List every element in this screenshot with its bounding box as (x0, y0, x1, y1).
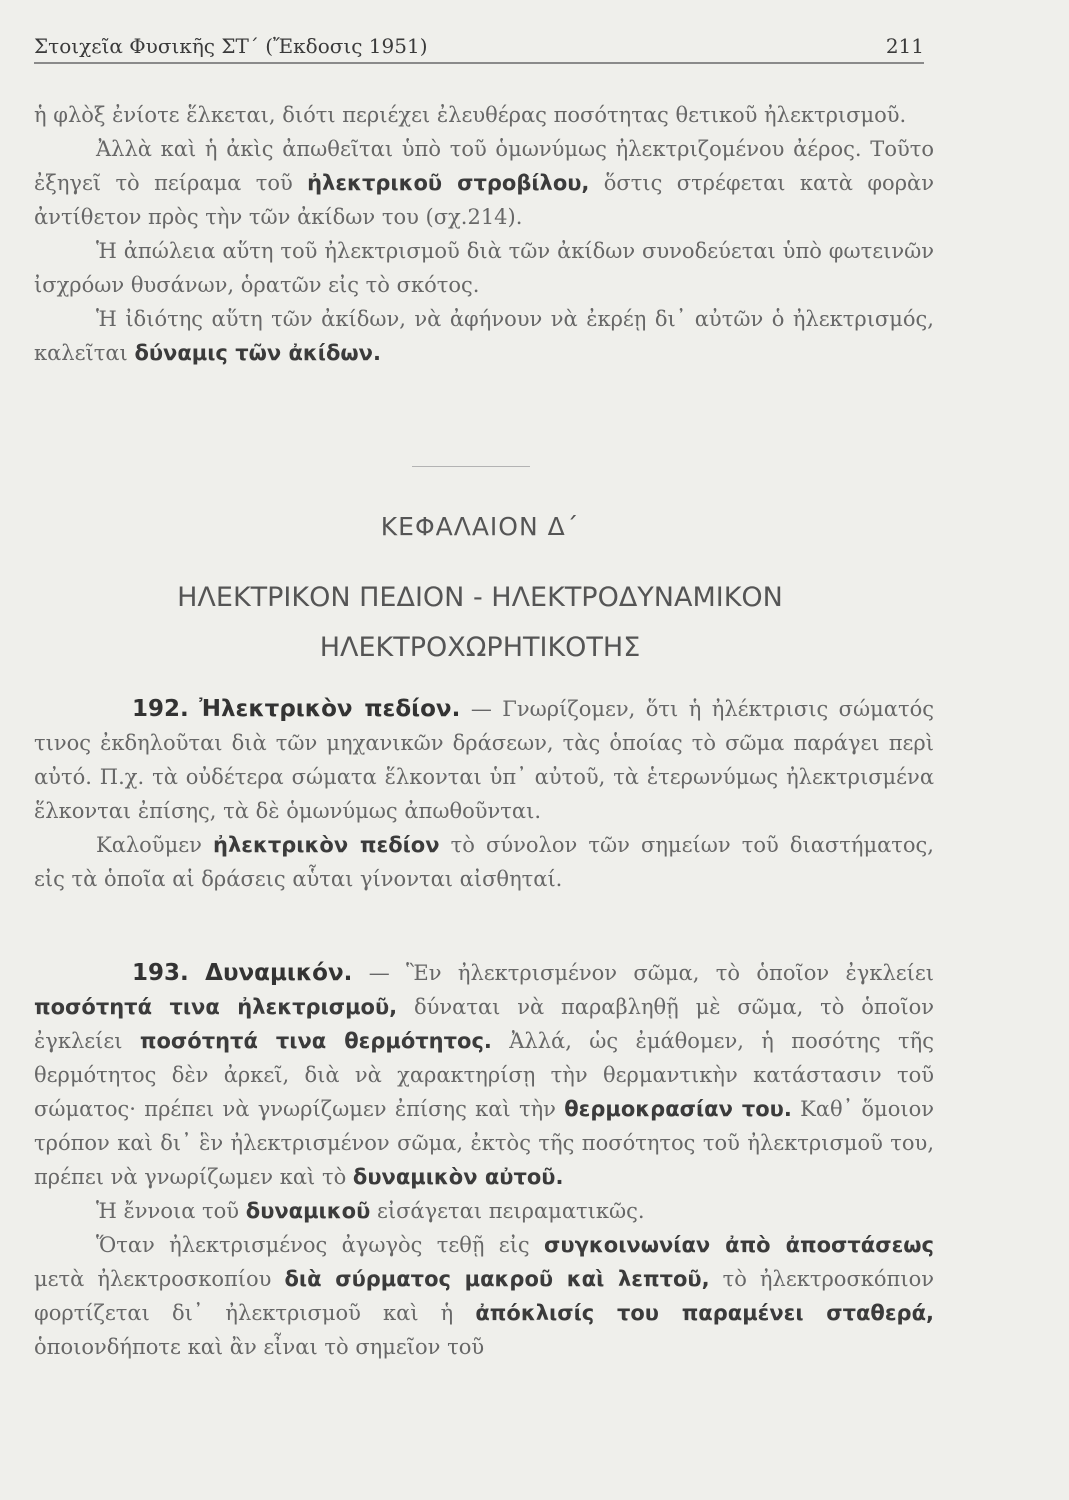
paragraph-text: εἰσάγεται πειραματικῶς. (376, 1199, 645, 1223)
paragraph (34, 302, 934, 370)
chapter-title-line1: ΗΛΕΚΤΡΙΚΟΝ ΠΕΔΙΟΝ - ΗΛΕΚΤΡΟΔΥΝΑΜΙΚΟΝ (177, 582, 783, 613)
paragraph-text: — Ἓν ἠλεκτρισμένον σῶμα, τὸ ὁποῖον ἐγκλείει (368, 961, 934, 985)
paragraph-text: Ὅταν ἠλεκτρισμένος ἀγωγὸς τεθῇ εἰς (96, 1233, 530, 1257)
chapter-number: ΚΕΦΑΛΑΙΟΝ Δ΄ (380, 512, 580, 541)
bold-term: θερμοκρασίαν του. (564, 1097, 792, 1121)
paragraph-text: Ἡ ἰδιότης αὕτη τῶν ἀκίδων, νὰ ἀφήνουν νὰ ἐκρέῃ δι᾽ αὐτῶν ὁ ἠλεκτρισμός, καλεῖται (34, 307, 934, 365)
section-divider (412, 466, 530, 467)
paragraph-text: ὁποιονδήποτε καὶ ἂν εἶναι τὸ σημεῖον τοῦ (34, 1335, 485, 1359)
bold-term: ἠλεκτρικὸν πεδίον (213, 833, 440, 857)
page-number: 211 (885, 34, 924, 58)
paragraph (34, 828, 934, 896)
bold-term: δύναμις τῶν ἀκίδων. (134, 341, 381, 365)
section-title: Δυναμικόν. (205, 960, 353, 986)
paragraph (34, 1194, 934, 1228)
section-193 (34, 956, 934, 1364)
paragraph-text: μετὰ ἠλεκτροσκοπίου (34, 1267, 272, 1291)
paragraph (34, 132, 934, 234)
top-section (34, 98, 934, 370)
paragraph-text: τὸ ἠλεκτροσκόπιον φορτίζεται δι᾽ ἠλεκτρισμοῦ καὶ ἡ (34, 1267, 934, 1325)
section-192 (34, 692, 934, 896)
paragraph-text: Ἡ ἀπώλεια αὕτη τοῦ ἠλεκτρισμοῦ διὰ τῶν ἀκίδων συνοδεύεται ὑπὸ φωτεινῶν ἰσχρόων θυσάνων, ὁρατῶν εἰς τὸ σκότος. (34, 239, 934, 297)
bold-term: δυναμικὸν αὐτοῦ. (352, 1165, 564, 1189)
running-title: Στοιχεῖα Φυσικῆς ΣΤ΄ (Ἔκδοσις 1951) (34, 34, 428, 58)
paragraph-text: Ἀλλά, ὡς ἐμάθομεν, ἡ ποσότης τῆς θερμότητος δὲν ἀρκεῖ, διὰ νὰ χαρακτηρίσῃ τὴν θερμαντικὴν κατάστασιν τοῦ σώματος· πρέπει νὰ γνωρίζωμεν ἐπίσης καὶ τὴν (34, 1029, 934, 1121)
paragraph-text: Καθ᾽ ὅμοιον τρόπον καὶ δι᾽ ἓν ἠλεκτρισμένον σῶμα, ἐκτὸς τῆς ποσότητος τοῦ ἠλεκτρισμοῦ του, πρέπει νὰ γνωρίζωμεν καὶ τὸ (34, 1097, 934, 1189)
bold-term: δυναμικοῦ (245, 1199, 371, 1223)
bold-term: ἀπόκλισίς του παραμένει σταθερά, (475, 1301, 934, 1325)
paragraph (34, 1228, 934, 1364)
paragraph-text: Ἡ ἔννοια τοῦ (96, 1199, 240, 1223)
section-number: 193. (132, 960, 189, 986)
bold-term: ποσότητά τινα θερμότητος. (139, 1029, 492, 1053)
bold-term: ποσότητά τινα ἠλεκτρισμοῦ, (34, 995, 398, 1019)
bold-term: διὰ σύρματος μακροῦ καὶ λεπτοῦ, (284, 1267, 710, 1291)
bold-term: συγκοινωνίαν ἀπὸ ἀποστάσεως (544, 1233, 934, 1257)
chapter-title-line2: ΗΛΕΚΤΡΟΧΩΡΗΤΙΚΟΤΗΣ (319, 632, 641, 663)
paragraph (34, 98, 934, 132)
paragraph-text: ἡ φλὸξ ἐνίοτε ἕλκεται, διότι περιέχει ἐλευθέρας ποσότητας θετικοῦ ἠλεκτρισμοῦ. (34, 103, 907, 127)
section-title: Ἠλεκτρικὸν πεδίον. (199, 696, 461, 722)
paragraph (34, 956, 934, 1194)
paragraph-text: Ἀλλὰ καὶ ἡ ἀκὶς ἀπωθεῖται ὑπὸ τοῦ ὁμωνύμως ἠλεκτριζομένου ἀέρος. Τοῦτο ἐξηγεῖ τὸ πείραμα τοῦ (34, 137, 934, 195)
running-header (34, 34, 924, 64)
section-number: 192. (132, 696, 189, 722)
paragraph-text: Καλοῦμεν (96, 833, 202, 857)
paragraph-text: — Γνωρίζομεν, ὅτι ἡ ἠλέκτρισις σώματός τινος ἐκδηλοῦται διὰ τῶν μηχανικῶν δράσεων, τὰς ὁποίας τὸ σῶμα παράγει περὶ αὐτό. Π.χ. τὰ οὐδέτερα σώματα ἕλκονται ὑπ᾽ αὐτοῦ, τὰ ἑτερωνύμως ἠλεκτρισμένα ἕλκονται ἐπίσης, τὰ δὲ ὁμωνύμως ἀπωθοῦνται. (34, 697, 934, 823)
paragraph-text: δύναται νὰ παραβληθῇ μὲ σῶμα, τὸ ὁποῖον ἐγκλείει (34, 995, 934, 1053)
bold-term: ἠλεκτρικοῦ στροβίλου, (307, 171, 590, 195)
paragraph (34, 692, 934, 828)
paragraph-text: ὅστις στρέφεται κατὰ φορὰν ἀντίθετον πρὸς τὴν τῶν ἀκίδων του (σχ.214). (34, 171, 934, 229)
paragraph-text: τὸ σύνολον τῶν σημείων τοῦ διαστήματος, εἰς τὰ ὁποῖα αἱ δράσεις αὗται γίνονται αἰσθηταί. (34, 833, 934, 891)
paragraph (34, 234, 934, 302)
